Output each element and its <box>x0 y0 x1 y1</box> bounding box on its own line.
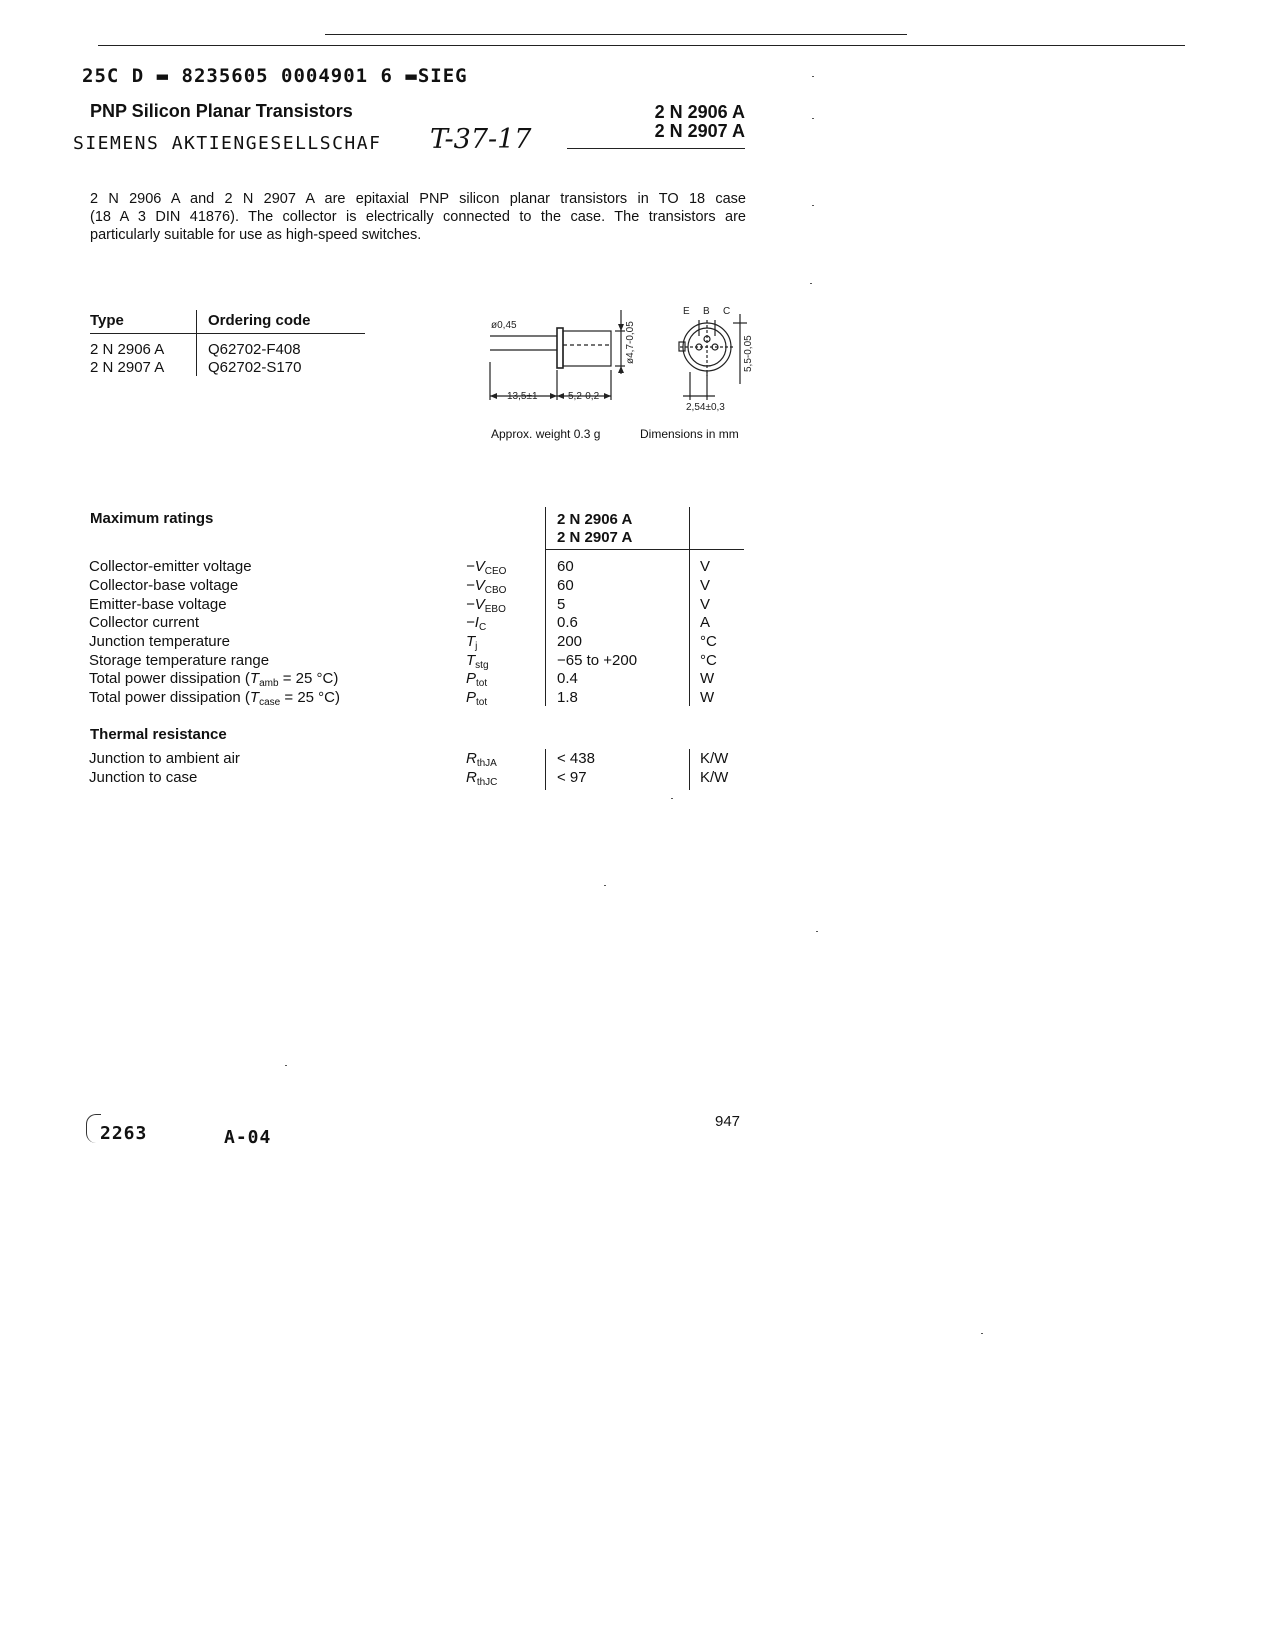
scan-speck <box>816 931 818 932</box>
part-number-2: 2 N 2907 A <box>654 121 745 141</box>
company-line: SIEMENS AKTIENGESELLSCHAF <box>73 133 382 154</box>
part-number-1: 2 N 2906 A <box>654 102 745 122</box>
ordering-type-1: 2 N 2906 A <box>90 341 165 358</box>
ordering-type-2: 2 N 2907 A <box>90 359 165 376</box>
rating-value-ptot-amb: 0.4 <box>557 670 578 687</box>
dim-body-len: 5,2-0,2 <box>568 391 600 402</box>
max-ratings-title: Maximum ratings <box>90 510 214 527</box>
rating-param-vceo: Collector-emitter voltage <box>89 558 252 575</box>
rating-param-ptot-case: Total power dissipation ($T_{case} = 25$ °C) <box>89 689 340 708</box>
rating-sym-ptot-case: $P_{tot}$ <box>466 689 488 708</box>
scan-speck <box>812 76 814 77</box>
col-header-1: 2 N 2906 A <box>557 511 633 528</box>
scan-speck <box>285 1065 287 1066</box>
ratings-divider-right <box>689 507 690 706</box>
thermal-unit-ja: K/W <box>700 750 729 767</box>
pin-label-c: C <box>723 306 731 317</box>
handwritten-ref: T-37-17 <box>430 124 532 155</box>
scan-speck <box>810 283 812 284</box>
ordering-header-code: Ordering code <box>208 312 311 329</box>
weight-caption: Approx. weight 0.3 g <box>491 427 601 441</box>
description-line-3: particularly suitable for use as high-speed switches. <box>90 227 422 243</box>
stamp-bracket <box>86 1114 101 1143</box>
thermal-divider-left <box>545 749 546 790</box>
pin-label-e: E <box>683 306 690 317</box>
pin-label-b: B <box>703 306 710 317</box>
dim-lead-dia: ø0,45 <box>491 320 517 331</box>
rating-value-vebo: 5 <box>557 596 566 613</box>
rating-unit-vcbo: V <box>700 577 711 594</box>
header-code-line: 25C D ▬ 8235605 0004901 6 ▬SIEG <box>82 65 468 87</box>
page-number: 947 <box>715 1113 741 1130</box>
rating-value-tstg: −65 to +200 <box>557 652 638 669</box>
product-title: PNP Silicon Planar Transistors <box>90 101 353 121</box>
rating-sym-tj: $T_j$ <box>466 633 478 652</box>
stamp-number: 2263 <box>100 1123 148 1144</box>
scan-speck <box>604 885 606 886</box>
dim-body-dia: ø4,7-0,05 <box>625 321 636 364</box>
rating-sym-tstg: $T_{stg}$ <box>466 652 489 671</box>
thermal-param-ja: Junction to ambient air <box>89 750 240 767</box>
package-drawing <box>485 300 755 420</box>
thermal-divider-right <box>689 749 690 790</box>
top-rule-long <box>98 45 1185 46</box>
ordering-header-type: Type <box>90 312 124 329</box>
ordering-divider <box>196 310 197 376</box>
ordering-code-1: Q62702-F408 <box>208 341 301 358</box>
dim-case: 5,5-0,05 <box>743 335 754 372</box>
ratings-divider-left <box>545 507 546 706</box>
part-number-rule <box>567 148 745 149</box>
thermal-value-ja: < 438 <box>557 750 595 767</box>
rating-param-ptot-amb: Total power dissipation ($T_{amb} = 25$ °C) <box>89 670 339 689</box>
top-rule-short <box>325 34 907 35</box>
thermal-value-jc: < 97 <box>557 769 587 786</box>
description-line-1: 2 N 2906 A and 2 N 2907 A are epitaxial PNP silicon planar transistors in TO 18 case <box>90 191 746 207</box>
rating-value-ptot-case: 1.8 <box>557 689 578 706</box>
scan-speck <box>812 118 814 119</box>
scan-speck <box>981 1333 983 1334</box>
rating-unit-vceo: V <box>700 558 711 575</box>
ratings-header-rule <box>545 549 744 550</box>
thermal-param-jc: Junction to case <box>89 769 198 786</box>
scan-speck <box>812 205 814 206</box>
rating-value-tj: 200 <box>557 633 583 650</box>
rating-sym-ptot-amb: $P_{tot}$ <box>466 670 488 689</box>
thermal-title: Thermal resistance <box>90 726 227 743</box>
rating-param-vebo: Emitter-base voltage <box>89 596 227 613</box>
col-header-2: 2 N 2907 A <box>557 529 633 546</box>
rating-param-vcbo: Collector-base voltage <box>89 577 239 594</box>
ordering-header-rule <box>90 333 365 334</box>
thermal-sym-ja: $R_{thJA}$ <box>466 750 497 769</box>
description <box>90 190 746 244</box>
rating-unit-ic: A <box>700 614 711 631</box>
thermal-unit-jc: K/W <box>700 769 729 786</box>
rating-sym-vcbo: $-V_{CBO}$ <box>466 577 507 596</box>
scan-speck <box>671 798 673 799</box>
rating-param-tstg: Storage temperature range <box>89 652 270 669</box>
rating-sym-vceo: $-V_{CEO}$ <box>466 558 507 577</box>
rating-value-vceo: 60 <box>557 558 574 575</box>
case-body <box>563 331 611 366</box>
flange <box>557 328 563 368</box>
rating-value-vcbo: 60 <box>557 577 574 594</box>
thermal-sym-jc: $R_{thJC}$ <box>466 769 498 788</box>
ordering-code-2: Q62702-S170 <box>208 359 302 376</box>
rating-unit-ptot-case: W <box>700 689 715 706</box>
rating-param-tj: Junction temperature <box>89 633 230 650</box>
dimensions-caption: Dimensions in mm <box>640 427 739 441</box>
rating-unit-ptot-amb: W <box>700 670 715 687</box>
rating-value-ic: 0.6 <box>557 614 578 631</box>
description-line-2: (18 A 3 DIN 41876). The collector is electrically connected to the case. The transistors are <box>90 209 746 225</box>
dim-lead-len: 13,5±1 <box>507 391 538 402</box>
rating-param-ic: Collector current <box>89 614 200 631</box>
rating-unit-tstg: °C <box>700 652 717 669</box>
dim-pitch: 2,54±0,3 <box>686 402 725 413</box>
stamp-code: A-04 <box>224 1127 272 1148</box>
rating-unit-tj: °C <box>700 633 717 650</box>
rating-sym-vebo: $-V_{EBO}$ <box>466 596 506 615</box>
rating-unit-vebo: V <box>700 596 711 613</box>
rating-sym-ic: $-I_C$ <box>466 614 487 633</box>
